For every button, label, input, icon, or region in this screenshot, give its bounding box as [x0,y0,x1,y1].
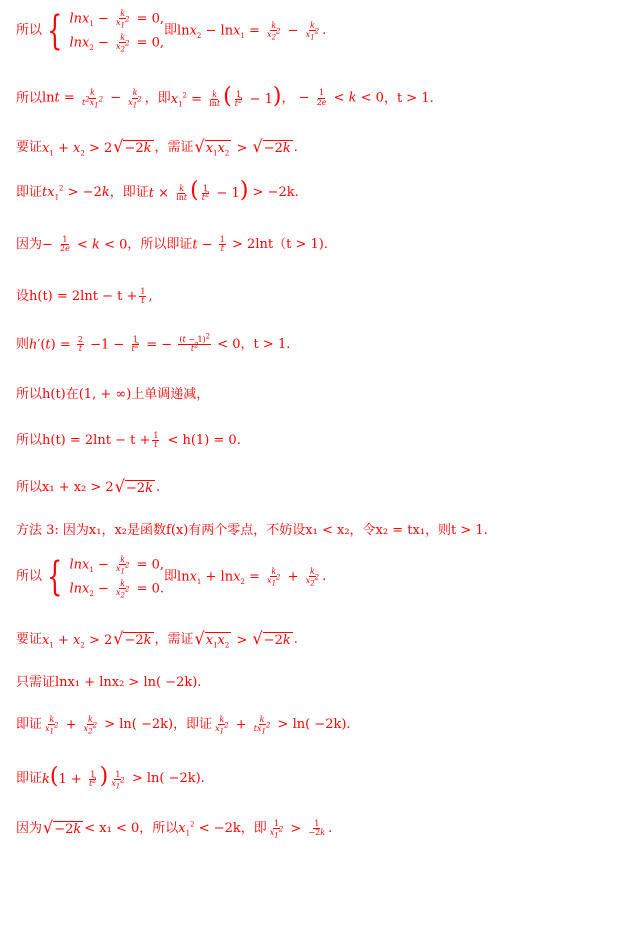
line-mid: 即 [164,23,178,39]
equation-line-16: 即证 k(1 + $\frac{1}{t^2}$ ) $\frac{1}{x_1^2}$ > ln( −2k). [16,764,205,791]
equation-line-11: 方法 3: 因为x₁，x₂是函数f(x)有两个零点，不妨设x₁ < x₂，令x₂ = tx₁，则t > 1. [16,523,488,538]
system-row-1-end: = 0, [136,11,165,27]
equation-line-12: 所以 { lnx$_1$ − $\frac{k}{x_1^2}$ = 0, lnx$_2$ − $\frac{k}{x_2^2}$ = 0. 即 lnx$_1$ + lnx$_2$ = $\frac{k}{x_1^2}$ + $\frac{k}{x_2^2}$ . [16,553,327,600]
equation-line-14: 只需证lnx₁ + lnx₂ > ln( −2k). [16,675,202,690]
equation-line-8: 所以h(t)在(1, + ∞)上单调递减， [16,387,210,402]
left-brace: { [47,7,63,54]
line-prefix: 所以 [16,23,43,39]
equation-line-5: 因为 − $\frac{1}{2e}$ < k < 0 ，所以即证 t − $\frac{1}{t}$ > 2lnt（t > 1). [16,235,328,254]
equation-line-15: 即证 $\frac{k}{x_1^2}$ + $\frac{k}{x_2^2}$ > ln( −2k)，即证 $\frac{k}{x_1^2}$ + $\frac{k}{tx_1^2}$ > ln( −2k). [16,715,351,736]
equation-line-13: 要证 $x_1 + x_2 > 2$ √ −2k ，需证 √ $x_1x_2$ > √ −2k . [16,628,298,650]
equation-line-3: 要证 $x_1 + x_2 > 2$ √ −2k ，需证 √ $x_1x_2$ > √ −2k . [16,136,298,158]
left-brace: { [47,553,63,600]
equation-line-9: 所以 h(t) = 2lnt − t + $\frac{1}{t}$ < h(1) = 0. [16,431,241,450]
equation-line-1: 所以 { lnx$_1$ − $\frac{k}{x_1^2}$ = 0, lnx$_2$ − $\frac{k}{x_2^2}$ = 0, 即 lnx$_2$ − lnx$_1$ = $\frac{k}{x_2^2}$ − $\frac{k}{x_1^2}$ . [16,7,327,54]
equation-line-10: 所以 x₁ + x₂ > 2 √ −2k . [16,476,161,497]
equation-system: lnx$_1$ − $\frac{k}{x_1^2}$ = 0, lnx$_2$ − $\frac{k}{x_2^2}$ = 0. [69,555,165,600]
equation-line-6: 设 h(t) = 2lnt − t + $\frac{1}{t}$ , [16,287,153,306]
equation-line-17: 因为 √ −2k < x₁ < 0，所以 $x_1^2$ < −2k，即 $\frac{1}{x_1^2}$ > $\frac{1}{-2k}$ . [16,817,333,840]
line-tail: . [322,23,327,39]
equation-line-2: 所以 lnt = $\frac{k}{t^2x_1^2}$ − $\frac{k}{x_1^2}$ ，即 $x_1^2$ = $\frac{k}{\ln t}$ ( $\frac{1}{t^2}$ − 1) ， − $\frac{1}{2e}$ < k < 0 ，t > 1. [16,84,434,110]
equation-line-4: 即证 $tx_1^2 > -2k$ ，即证 t × $\frac{k}{\ln t}$ ( $\frac{1}{t^2}$ − 1) > −2k. [16,178,299,203]
system-row-2-end: = 0, [136,35,165,51]
equation-system: lnx$_1$ − $\frac{k}{x_1^2}$ = 0, lnx$_2$ − $\frac{k}{x_2^2}$ = 0, [69,9,165,54]
equation-line-7: 则 h′(t) = $\frac{2}{t}$ −1 − $\frac{1}{t^2}$ = − $\frac{(t - 1)^2}{t^2}$ < 0，t > 1. [16,332,291,354]
